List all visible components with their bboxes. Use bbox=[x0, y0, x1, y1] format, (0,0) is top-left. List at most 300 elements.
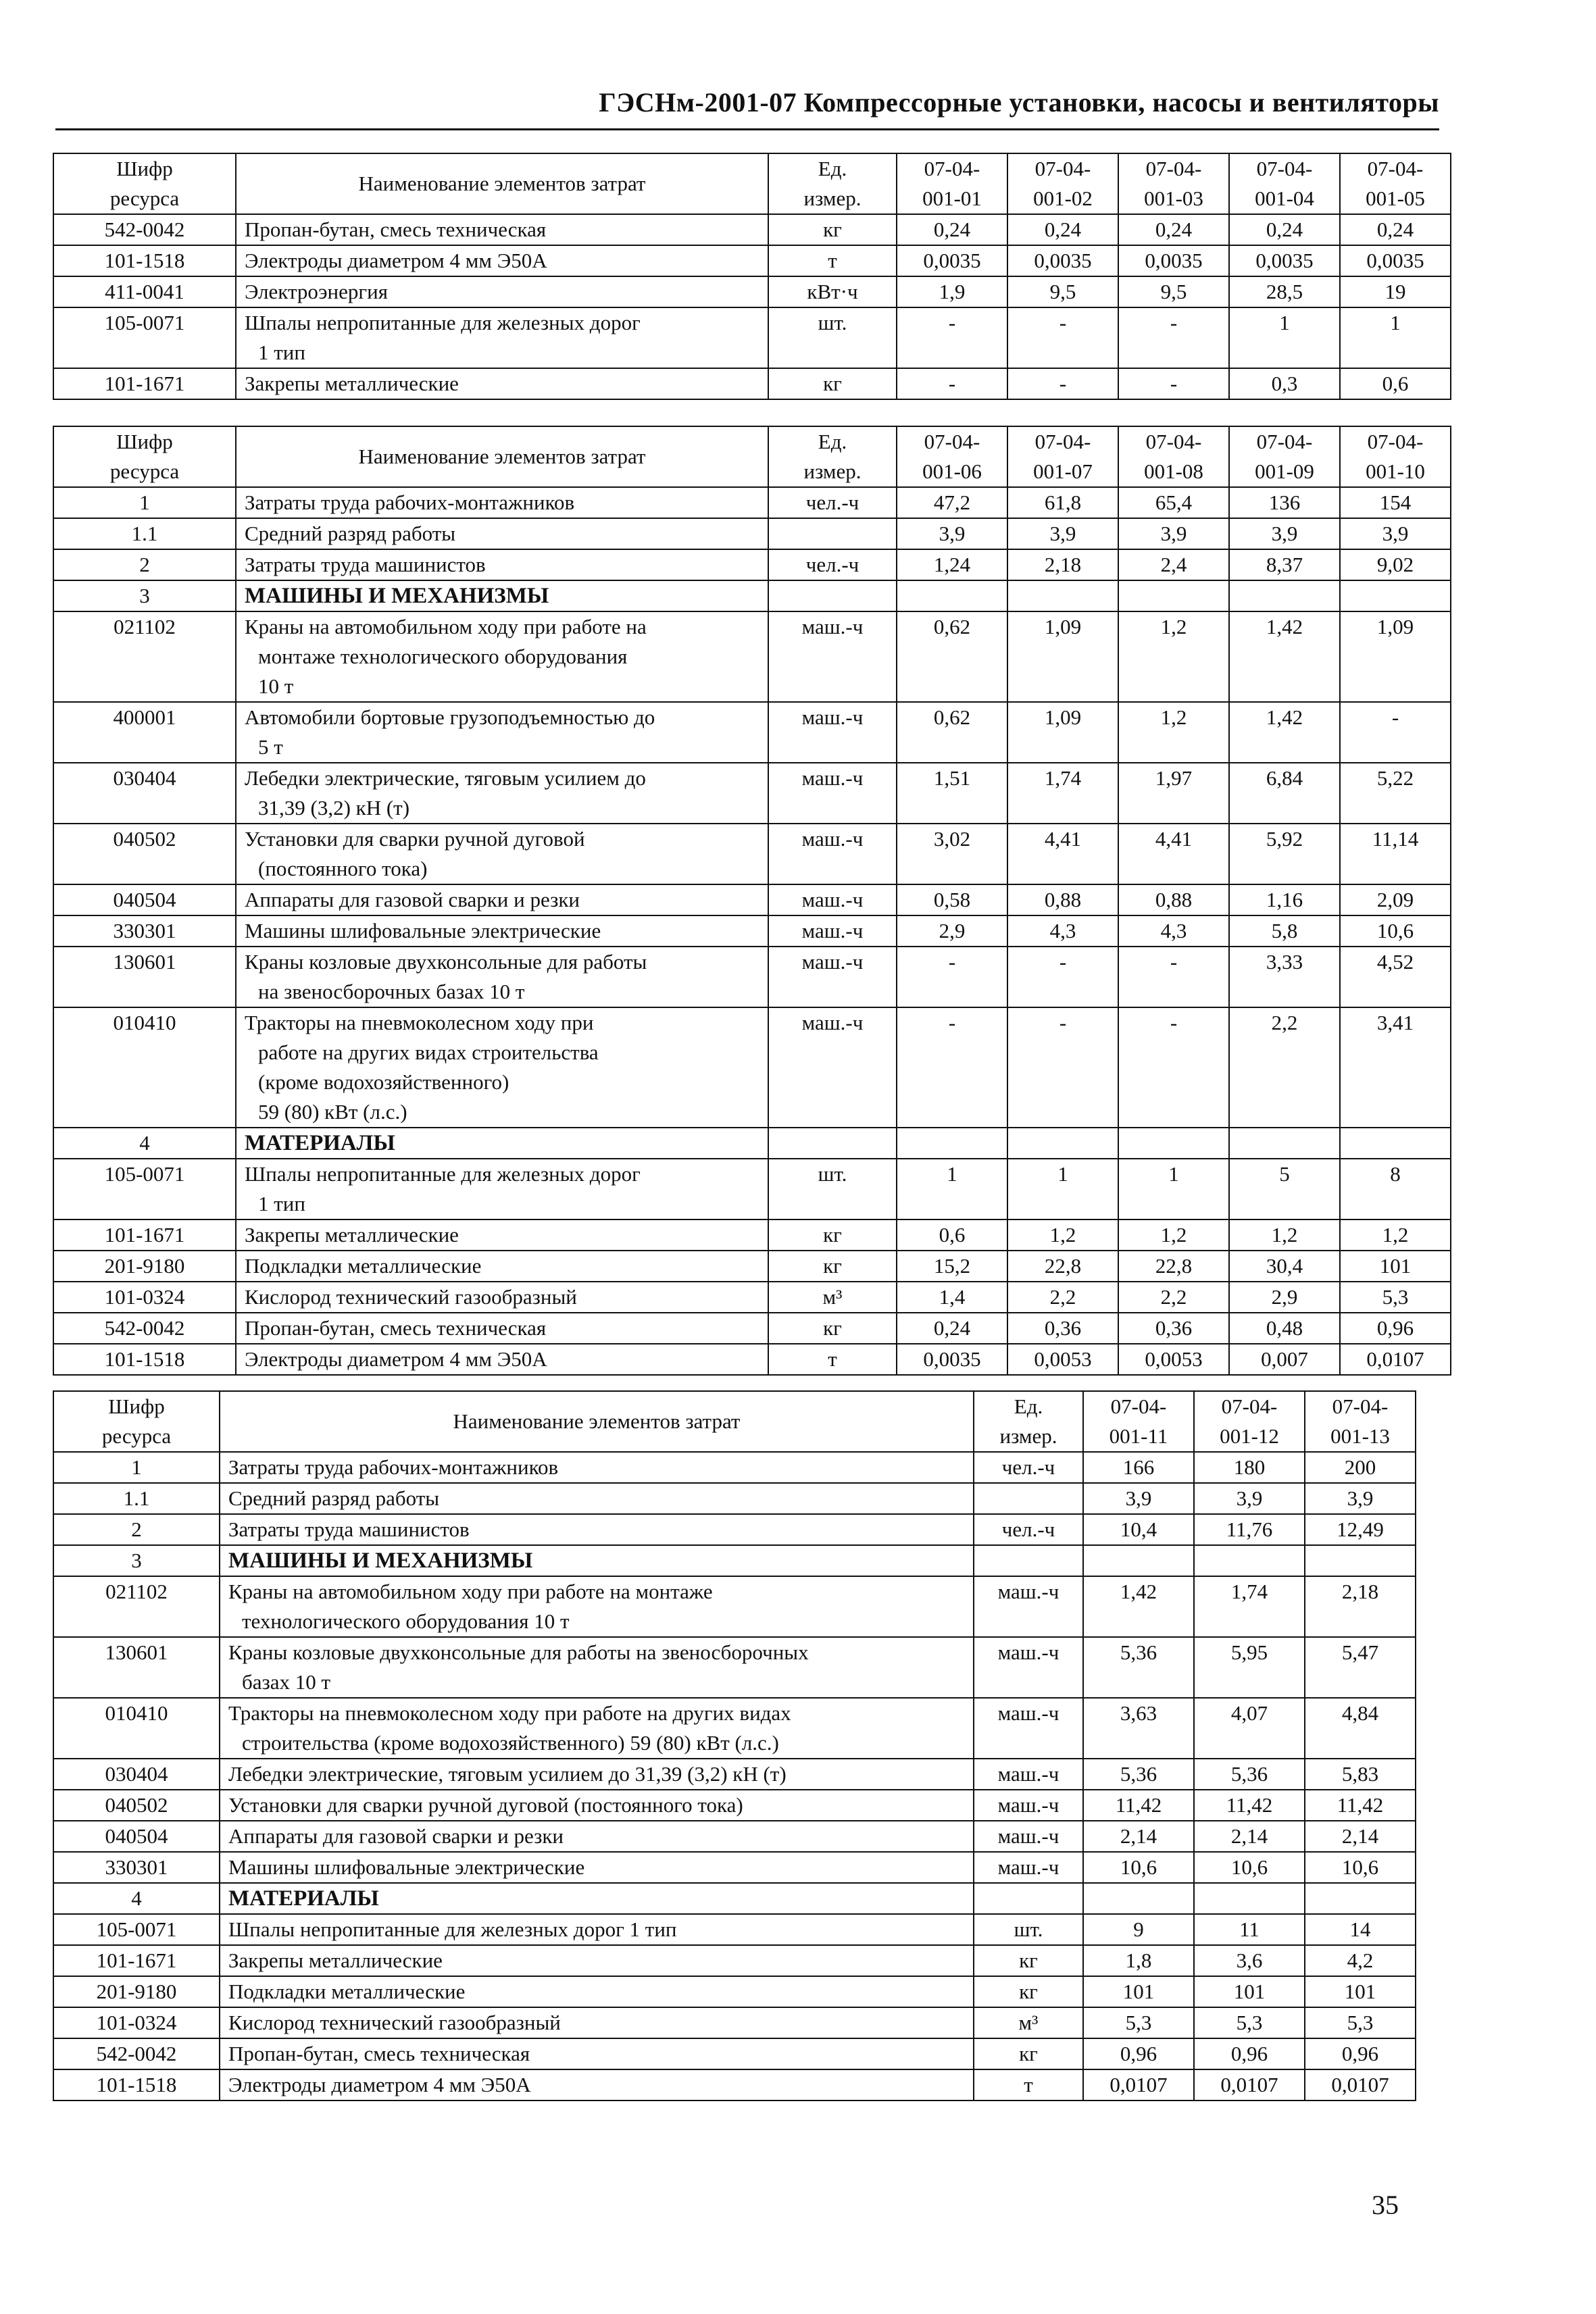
norm-value: 3,33 bbox=[1229, 947, 1340, 1007]
resource-code: 040502 bbox=[53, 824, 236, 884]
header-norm-code bbox=[1229, 426, 1340, 487]
norm-value: 3,9 bbox=[897, 518, 1007, 549]
norm-value: 47,2 bbox=[897, 487, 1007, 518]
resource-name-line: 31,39 (3,2) кН (т) bbox=[258, 796, 410, 820]
resource-name-line: Краны козловые двухконсольные для работы bbox=[245, 950, 647, 974]
resource-code: 105-0071 bbox=[53, 1159, 236, 1219]
norm-value: - bbox=[1007, 1007, 1118, 1128]
unit-of-measure bbox=[974, 1545, 1083, 1576]
resource-name-line: технологического оборудования 10 т bbox=[242, 1609, 570, 1633]
resource-code: 201-9180 bbox=[53, 1251, 236, 1282]
resource-code: 101-1518 bbox=[53, 245, 236, 276]
table-row bbox=[53, 1282, 1451, 1313]
resource-name-line: Краны на автомобильном ходу при работе на монтаже bbox=[228, 1580, 713, 1603]
norm-value: 5,83 bbox=[1305, 1759, 1416, 1790]
norm-value: 0,24 bbox=[897, 1313, 1007, 1344]
table-row bbox=[53, 1883, 1416, 1914]
header-code-line1: Шифр bbox=[108, 1394, 165, 1418]
table-row bbox=[53, 1759, 1416, 1790]
resource-name bbox=[220, 1852, 974, 1883]
table-row bbox=[53, 611, 1451, 702]
table-header-row bbox=[53, 153, 1451, 214]
norm-value: 3,9 bbox=[1194, 1483, 1305, 1514]
norm-value: 5,92 bbox=[1229, 824, 1340, 884]
unit-of-measure: маш.-ч bbox=[974, 1637, 1083, 1698]
resource-name-line: Закрепы металлические bbox=[245, 372, 459, 395]
norm-value: 2,2 bbox=[1229, 1007, 1340, 1128]
norm-value: 6,84 bbox=[1229, 763, 1340, 824]
resource-name bbox=[236, 915, 768, 947]
header-norm-code bbox=[1340, 153, 1451, 214]
unit-of-measure: кг bbox=[768, 1219, 897, 1251]
resource-name bbox=[220, 2069, 974, 2101]
resource-code: 101-1518 bbox=[53, 2069, 220, 2101]
table-row bbox=[53, 1452, 1416, 1483]
resource-name-line: Электроды диаметром 4 мм Э50А bbox=[245, 249, 547, 272]
resource-name bbox=[236, 276, 768, 307]
resource-code: 130601 bbox=[53, 947, 236, 1007]
norm-value: 28,5 bbox=[1229, 276, 1340, 307]
unit-of-measure: м³ bbox=[974, 2007, 1083, 2038]
resource-name-line: Затраты труда рабочих-монтажников bbox=[245, 491, 575, 514]
norm-value: 1,42 bbox=[1083, 1576, 1194, 1637]
norm-code-line1: 07-04- bbox=[1034, 430, 1091, 453]
unit-of-measure bbox=[974, 1483, 1083, 1514]
table-row bbox=[53, 1128, 1451, 1159]
resource-name-line: строительства (кроме водохозяйственного) 59 (80) кВт (л.с.) bbox=[242, 1731, 779, 1755]
table-row bbox=[53, 1852, 1416, 1883]
norm-value: 1,09 bbox=[1007, 702, 1118, 763]
resource-name bbox=[236, 368, 768, 399]
table-row bbox=[53, 214, 1451, 245]
unit-of-measure bbox=[768, 580, 897, 611]
unit-of-measure: кг bbox=[768, 214, 897, 245]
norm-code-line2: 001-11 bbox=[1109, 1424, 1168, 1448]
resource-name bbox=[220, 1637, 974, 1698]
norm-value: 11,42 bbox=[1194, 1790, 1305, 1821]
norm-value: 0,0035 bbox=[897, 245, 1007, 276]
norm-value: 0,24 bbox=[1007, 214, 1118, 245]
norm-value: 3,9 bbox=[1083, 1483, 1194, 1514]
resource-code: 201-9180 bbox=[53, 1976, 220, 2007]
table-row bbox=[53, 307, 1451, 368]
norm-value: 1,2 bbox=[1229, 1219, 1340, 1251]
header-code-line2: ресурса bbox=[109, 186, 180, 210]
resource-name-line: Лебедки электрические, тяговым усилием до 31,39 (3,2) кН (т) bbox=[228, 1762, 787, 1786]
resource-name-line: Машины шлифовальные электрические bbox=[245, 919, 601, 942]
resource-name bbox=[236, 1219, 768, 1251]
resource-name-line: Подкладки металлические bbox=[228, 1980, 466, 2003]
norm-code-line1: 07-04- bbox=[924, 157, 980, 180]
header-code bbox=[53, 153, 236, 214]
norm-value: 9,5 bbox=[1007, 276, 1118, 307]
header-rule bbox=[55, 128, 1439, 130]
norm-code-line2: 001-08 bbox=[1144, 459, 1203, 483]
resource-code: 411-0041 bbox=[53, 276, 236, 307]
norm-value: - bbox=[897, 307, 1007, 368]
resource-code: 2 bbox=[53, 1514, 220, 1545]
norm-value bbox=[1083, 1883, 1194, 1914]
table-row bbox=[53, 2007, 1416, 2038]
resource-name bbox=[236, 549, 768, 580]
norm-value: 0,0035 bbox=[897, 1344, 1007, 1375]
table-row bbox=[53, 702, 1451, 763]
resource-name-line: Шпалы непропитанные для железных дорог bbox=[245, 1162, 641, 1186]
table-row bbox=[53, 1576, 1416, 1637]
unit-of-measure bbox=[768, 518, 897, 549]
norm-value bbox=[1118, 1128, 1229, 1159]
norm-value: 9 bbox=[1083, 1914, 1194, 1945]
norm-value: 2,14 bbox=[1194, 1821, 1305, 1852]
norm-value: 154 bbox=[1340, 487, 1451, 518]
norm-code-line1: 07-04- bbox=[1367, 430, 1424, 453]
norm-value: 2,18 bbox=[1007, 549, 1118, 580]
resource-name-line: Кислород технический газообразный bbox=[228, 2011, 561, 2034]
norm-value: 0,24 bbox=[1229, 214, 1340, 245]
norm-code-line2: 001-03 bbox=[1144, 186, 1203, 210]
norm-value: 19 bbox=[1340, 276, 1451, 307]
table-row bbox=[53, 1945, 1416, 1976]
norm-value: 3,9 bbox=[1118, 518, 1229, 549]
norm-value: 4,3 bbox=[1007, 915, 1118, 947]
resource-name-line: 10 т bbox=[258, 674, 294, 698]
unit-of-measure: м³ bbox=[768, 1282, 897, 1313]
norm-value: 15,2 bbox=[897, 1251, 1007, 1282]
norm-value bbox=[1305, 1883, 1416, 1914]
unit-of-measure: чел.-ч bbox=[768, 549, 897, 580]
resource-code: 542-0042 bbox=[53, 2038, 220, 2069]
norm-value: 5,36 bbox=[1083, 1637, 1194, 1698]
norm-value: 0,0107 bbox=[1083, 2069, 1194, 2101]
norm-value: 1 bbox=[1007, 1159, 1118, 1219]
header-unit-line1: Ед. bbox=[818, 157, 847, 180]
resource-name-line: Шпалы непропитанные для железных дорог 1 тип bbox=[228, 1917, 677, 1941]
norm-value: 11,42 bbox=[1305, 1790, 1416, 1821]
norm-value: - bbox=[1118, 947, 1229, 1007]
resource-name-line: МАШИНЫ И МЕХАНИЗМЫ bbox=[245, 584, 549, 608]
norm-value: 1,2 bbox=[1118, 702, 1229, 763]
norm-code-line1: 07-04- bbox=[1145, 157, 1202, 180]
norm-code-line2: 001-07 bbox=[1033, 459, 1093, 483]
norm-value: 11,76 bbox=[1194, 1514, 1305, 1545]
header-norm-code bbox=[1305, 1391, 1416, 1452]
resource-name-line: Пропан-бутан, смесь техническая bbox=[245, 218, 547, 241]
resource-code: 1.1 bbox=[53, 518, 236, 549]
norm-value: 1,2 bbox=[1118, 611, 1229, 702]
norm-value: - bbox=[1007, 368, 1118, 399]
table-row bbox=[53, 1483, 1416, 1514]
resource-name-line: (постоянного тока) bbox=[258, 857, 428, 880]
norm-value: 5,36 bbox=[1194, 1759, 1305, 1790]
table-row bbox=[53, 884, 1451, 915]
resource-name-line: Пропан-бутан, смесь техническая bbox=[245, 1316, 547, 1340]
header-unit-line2: измер. bbox=[999, 1424, 1057, 1448]
table-row bbox=[53, 1637, 1416, 1698]
norm-value: 3,9 bbox=[1340, 518, 1451, 549]
norm-value: 3,9 bbox=[1007, 518, 1118, 549]
header-unit-line2: измер. bbox=[803, 459, 862, 483]
norm-value: 11,14 bbox=[1340, 824, 1451, 884]
resource-name-line: Затраты труда машинистов bbox=[228, 1517, 470, 1541]
unit-of-measure: кг bbox=[768, 1251, 897, 1282]
norm-value: 2,14 bbox=[1083, 1821, 1194, 1852]
resource-code: 040504 bbox=[53, 1821, 220, 1852]
norm-value: 1,2 bbox=[1340, 1219, 1451, 1251]
header-unit-line1: Ед. bbox=[1014, 1394, 1043, 1418]
resource-name-line: Электроды диаметром 4 мм Э50А bbox=[245, 1347, 547, 1371]
norm-value bbox=[1229, 580, 1340, 611]
table-row bbox=[53, 1914, 1416, 1945]
norm-value: 1,16 bbox=[1229, 884, 1340, 915]
norm-value: 2,2 bbox=[1118, 1282, 1229, 1313]
norm-code-line1: 07-04- bbox=[1332, 1394, 1389, 1418]
table-row bbox=[53, 1344, 1451, 1375]
norm-value: 0,96 bbox=[1194, 2038, 1305, 2069]
resource-name-line: Автомобили бортовые грузоподъемностью до bbox=[245, 705, 655, 729]
resource-name-line: Закрепы металлические bbox=[228, 1948, 443, 1972]
resource-code: 400001 bbox=[53, 702, 236, 763]
unit-of-measure: кг bbox=[768, 368, 897, 399]
norm-value: - bbox=[897, 947, 1007, 1007]
resource-code: 1 bbox=[53, 1452, 220, 1483]
resource-name-line: Пропан-бутан, смесь техническая bbox=[228, 2042, 530, 2065]
norm-value: 9,02 bbox=[1340, 549, 1451, 580]
unit-of-measure bbox=[974, 1883, 1083, 1914]
unit-of-measure: маш.-ч bbox=[768, 1007, 897, 1128]
norm-code-line2: 001-12 bbox=[1220, 1424, 1279, 1448]
norm-value: - bbox=[897, 368, 1007, 399]
table-header-row bbox=[53, 426, 1451, 487]
norm-value: 2,2 bbox=[1007, 1282, 1118, 1313]
unit-of-measure: маш.-ч bbox=[974, 1759, 1083, 1790]
resource-name-line: 5 т bbox=[258, 735, 283, 759]
norm-value: 1 bbox=[897, 1159, 1007, 1219]
resource-name-line: на звеносборочных базах 10 т bbox=[258, 980, 525, 1003]
norm-value: 1,4 bbox=[897, 1282, 1007, 1313]
resource-name-line: Лебедки электрические, тяговым усилием до bbox=[245, 766, 646, 790]
unit-of-measure: маш.-ч bbox=[974, 1576, 1083, 1637]
resource-name-line: (кроме водохозяйственного) bbox=[258, 1070, 509, 1094]
table-row bbox=[53, 1821, 1416, 1852]
table-row bbox=[53, 1313, 1451, 1344]
resource-name bbox=[220, 2038, 974, 2069]
table-header-row bbox=[53, 1391, 1416, 1452]
table-row bbox=[53, 518, 1451, 549]
table-row bbox=[53, 368, 1451, 399]
table-row bbox=[53, 549, 1451, 580]
norm-value: 1,42 bbox=[1229, 702, 1340, 763]
table-row bbox=[53, 1545, 1416, 1576]
norm-value: 0,3 bbox=[1229, 368, 1340, 399]
resource-table-3 bbox=[53, 1390, 1416, 2101]
resource-name bbox=[220, 1514, 974, 1545]
unit-of-measure: кг bbox=[974, 1945, 1083, 1976]
unit-of-measure: шт. bbox=[974, 1914, 1083, 1945]
unit-of-measure: маш.-ч bbox=[974, 1852, 1083, 1883]
norm-value bbox=[1083, 1545, 1194, 1576]
norm-value: 0,88 bbox=[1007, 884, 1118, 915]
norm-code-line1: 07-04- bbox=[1256, 430, 1313, 453]
header-code bbox=[53, 426, 236, 487]
resource-name bbox=[220, 1945, 974, 1976]
norm-value bbox=[1229, 1128, 1340, 1159]
norm-value: 4,41 bbox=[1007, 824, 1118, 884]
header-name: Наименование элементов затрат bbox=[236, 426, 768, 487]
header-unit-line2: измер. bbox=[803, 186, 862, 210]
header-norm-code bbox=[897, 426, 1007, 487]
norm-value: 0,007 bbox=[1229, 1344, 1340, 1375]
norm-value: 0,58 bbox=[897, 884, 1007, 915]
header-unit-line1: Ед. bbox=[818, 430, 847, 453]
header-code bbox=[53, 1391, 220, 1452]
norm-value: 4,41 bbox=[1118, 824, 1229, 884]
unit-of-measure: т bbox=[974, 2069, 1083, 2101]
norm-value: 0,0035 bbox=[1340, 245, 1451, 276]
header-norm-code bbox=[1118, 426, 1229, 487]
resource-name-line: Средний разряд работы bbox=[245, 522, 456, 545]
norm-value: - bbox=[1118, 1007, 1229, 1128]
norm-value: 0,0107 bbox=[1194, 2069, 1305, 2101]
norm-value bbox=[897, 1128, 1007, 1159]
norm-value bbox=[1007, 580, 1118, 611]
resource-code: 1 bbox=[53, 487, 236, 518]
norm-value: 10,6 bbox=[1083, 1852, 1194, 1883]
norm-value bbox=[1007, 1128, 1118, 1159]
unit-of-measure: маш.-ч bbox=[974, 1698, 1083, 1759]
table-row bbox=[53, 245, 1451, 276]
resource-name bbox=[236, 580, 768, 611]
norm-value: 2,18 bbox=[1305, 1576, 1416, 1637]
norm-code-line1: 07-04- bbox=[1221, 1394, 1278, 1418]
resource-name bbox=[236, 1128, 768, 1159]
unit-of-measure: кг bbox=[974, 2038, 1083, 2069]
table-row bbox=[53, 1159, 1451, 1219]
norm-value: 101 bbox=[1305, 1976, 1416, 2007]
norm-value: 5,36 bbox=[1083, 1759, 1194, 1790]
resource-code: 030404 bbox=[53, 763, 236, 824]
norm-value: 5,47 bbox=[1305, 1637, 1416, 1698]
resource-name-line: Установки для сварки ручной дуговой (постоянного тока) bbox=[228, 1793, 743, 1817]
unit-of-measure: кВт·ч bbox=[768, 276, 897, 307]
header-norm-code bbox=[897, 153, 1007, 214]
unit-of-measure: маш.-ч bbox=[768, 824, 897, 884]
header-norm-code bbox=[1007, 153, 1118, 214]
header-unit bbox=[768, 426, 897, 487]
resource-name bbox=[220, 1790, 974, 1821]
norm-value: 101 bbox=[1340, 1251, 1451, 1282]
unit-of-measure: чел.-ч bbox=[974, 1514, 1083, 1545]
resource-name-line: Шпалы непропитанные для железных дорог bbox=[245, 311, 641, 334]
norm-value: 10,4 bbox=[1083, 1514, 1194, 1545]
page-header-title: ГЭСНм-2001-07 Компрессорные установки, насосы и вентиляторы bbox=[599, 87, 1439, 118]
resource-name bbox=[220, 1576, 974, 1637]
resource-name-line: Подкладки металлические bbox=[245, 1254, 482, 1278]
unit-of-measure: кг bbox=[768, 1313, 897, 1344]
norm-code-line1: 07-04- bbox=[924, 430, 980, 453]
norm-value: 101 bbox=[1194, 1976, 1305, 2007]
norm-value: 2,9 bbox=[1229, 1282, 1340, 1313]
resource-name-line: МАТЕРИАЛЫ bbox=[245, 1131, 395, 1155]
unit-of-measure: шт. bbox=[768, 307, 897, 368]
unit-of-measure: маш.-ч bbox=[974, 1790, 1083, 1821]
resource-name bbox=[220, 1452, 974, 1483]
resource-code: 3 bbox=[53, 580, 236, 611]
resource-name bbox=[236, 214, 768, 245]
norm-value: 5,3 bbox=[1083, 2007, 1194, 2038]
resource-name-line: Электроды диаметром 4 мм Э50А bbox=[228, 2073, 531, 2096]
resource-name bbox=[220, 1759, 974, 1790]
unit-of-measure: маш.-ч bbox=[768, 915, 897, 947]
resource-code: 101-0324 bbox=[53, 1282, 236, 1313]
norm-value: 2,9 bbox=[897, 915, 1007, 947]
resource-code: 330301 bbox=[53, 915, 236, 947]
norm-code-line2: 001-09 bbox=[1255, 459, 1314, 483]
resource-name bbox=[236, 884, 768, 915]
table-row bbox=[53, 915, 1451, 947]
resource-name-line: работе на других видах строительства bbox=[258, 1040, 599, 1064]
norm-value: 3,41 bbox=[1340, 1007, 1451, 1128]
resource-code: 010410 bbox=[53, 1698, 220, 1759]
norm-value: 3,9 bbox=[1305, 1483, 1416, 1514]
norm-value bbox=[1340, 580, 1451, 611]
resource-name bbox=[220, 1976, 974, 2007]
table-row bbox=[53, 824, 1451, 884]
norm-value: 0,6 bbox=[897, 1219, 1007, 1251]
norm-value: 0,96 bbox=[1083, 2038, 1194, 2069]
unit-of-measure: кг bbox=[974, 1976, 1083, 2007]
norm-value: 10,6 bbox=[1305, 1852, 1416, 1883]
header-norm-code bbox=[1007, 426, 1118, 487]
resource-code: 542-0042 bbox=[53, 1313, 236, 1344]
norm-value: 1,51 bbox=[897, 763, 1007, 824]
resource-name-line: 59 (80) кВт (л.с.) bbox=[258, 1100, 407, 1124]
norm-value: 61,8 bbox=[1007, 487, 1118, 518]
unit-of-measure: маш.-ч bbox=[974, 1821, 1083, 1852]
norm-value: 1 bbox=[1118, 1159, 1229, 1219]
resource-name-line: Аппараты для газовой сварки и резки bbox=[245, 888, 580, 911]
resource-name bbox=[236, 1007, 768, 1128]
resource-name-line: Машины шлифовальные электрические bbox=[228, 1855, 585, 1879]
resource-name bbox=[236, 702, 768, 763]
norm-value: 4,2 bbox=[1305, 1945, 1416, 1976]
resource-name-line: Тракторы на пневмоколесном ходу при bbox=[245, 1011, 594, 1034]
resource-name-line: Средний разряд работы bbox=[228, 1486, 440, 1510]
resource-code: 101-1671 bbox=[53, 368, 236, 399]
norm-value: 4,07 bbox=[1194, 1698, 1305, 1759]
resource-code: 2 bbox=[53, 549, 236, 580]
norm-value: 5,22 bbox=[1340, 763, 1451, 824]
resource-code: 4 bbox=[53, 1883, 220, 1914]
resource-name bbox=[236, 763, 768, 824]
resource-code: 021102 bbox=[53, 611, 236, 702]
norm-value: 11 bbox=[1194, 1914, 1305, 1945]
resource-name-line: монтаже технологического оборудования bbox=[258, 645, 628, 668]
norm-value bbox=[1118, 580, 1229, 611]
unit-of-measure: т bbox=[768, 1344, 897, 1375]
norm-value: 9,5 bbox=[1118, 276, 1229, 307]
norm-value bbox=[1340, 1128, 1451, 1159]
norm-value: 0,0053 bbox=[1118, 1344, 1229, 1375]
norm-value: 5,3 bbox=[1340, 1282, 1451, 1313]
resource-code: 101-1671 bbox=[53, 1219, 236, 1251]
norm-value: 30,4 bbox=[1229, 1251, 1340, 1282]
unit-of-measure bbox=[768, 1128, 897, 1159]
resource-name-line: Аппараты для газовой сварки и резки bbox=[228, 1824, 564, 1848]
unit-of-measure: маш.-ч bbox=[768, 884, 897, 915]
resource-name bbox=[236, 487, 768, 518]
norm-value: 0,88 bbox=[1118, 884, 1229, 915]
unit-of-measure: маш.-ч bbox=[768, 763, 897, 824]
